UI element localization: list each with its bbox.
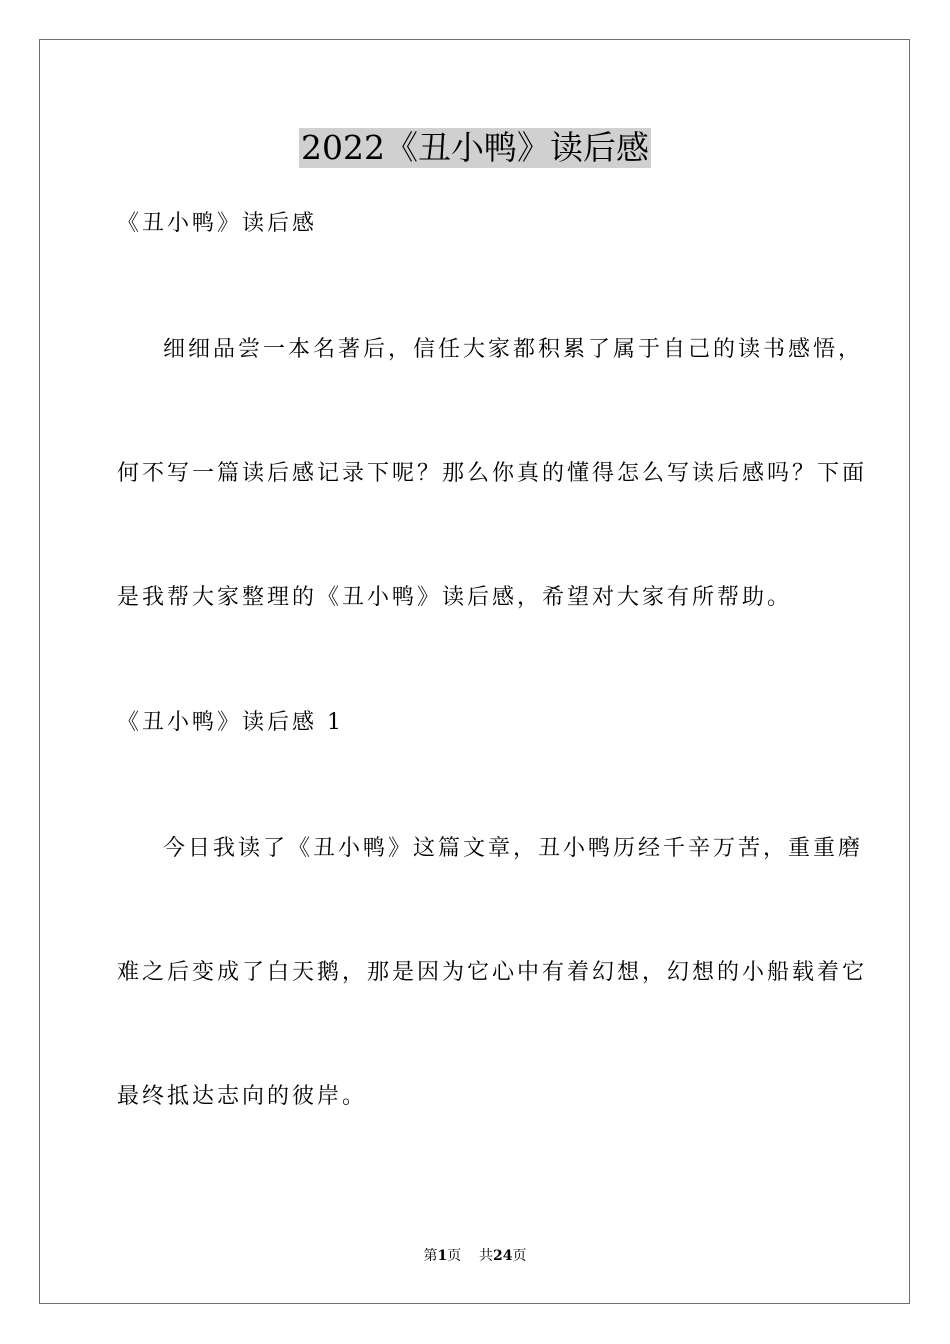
page-suffix: 页 xyxy=(447,1248,462,1264)
paragraph-line: 何不写一篇读后感记录下呢？那么你真的懂得怎么写读后感吗？下面 xyxy=(117,461,868,486)
section-heading: 《丑小鸭》读后感 1 xyxy=(117,710,344,735)
paragraph-line: 细细品尝一本名著后，信任大家都积累了属于自己的读书感悟， xyxy=(163,337,864,362)
paragraph-line: 最终抵达志向的彼岸。 xyxy=(117,1084,368,1109)
total-pages: 24 xyxy=(493,1248,513,1264)
paragraph-line: 今日我读了《丑小鸭》这篇文章，丑小鸭历经千辛万苦，重重磨 xyxy=(163,836,864,861)
page-number: 1 xyxy=(437,1248,448,1264)
total-prefix: 共 xyxy=(479,1248,494,1264)
document-title: 2022《丑小鸭》读后感 xyxy=(301,128,649,167)
page-footer xyxy=(0,1247,950,1265)
paragraph-line: 难之后变成了白天鹅，那是因为它心中有着幻想，幻想的小船载着它 xyxy=(117,960,868,985)
total-suffix: 页 xyxy=(512,1248,527,1264)
paragraph-line: 是我帮大家整理的《丑小鸭》读后感，希望对大家有所帮助。 xyxy=(117,585,793,610)
subtitle-line: 《丑小鸭》读后感 xyxy=(117,211,318,236)
title-container xyxy=(0,128,950,168)
page-prefix: 第 xyxy=(423,1248,438,1264)
